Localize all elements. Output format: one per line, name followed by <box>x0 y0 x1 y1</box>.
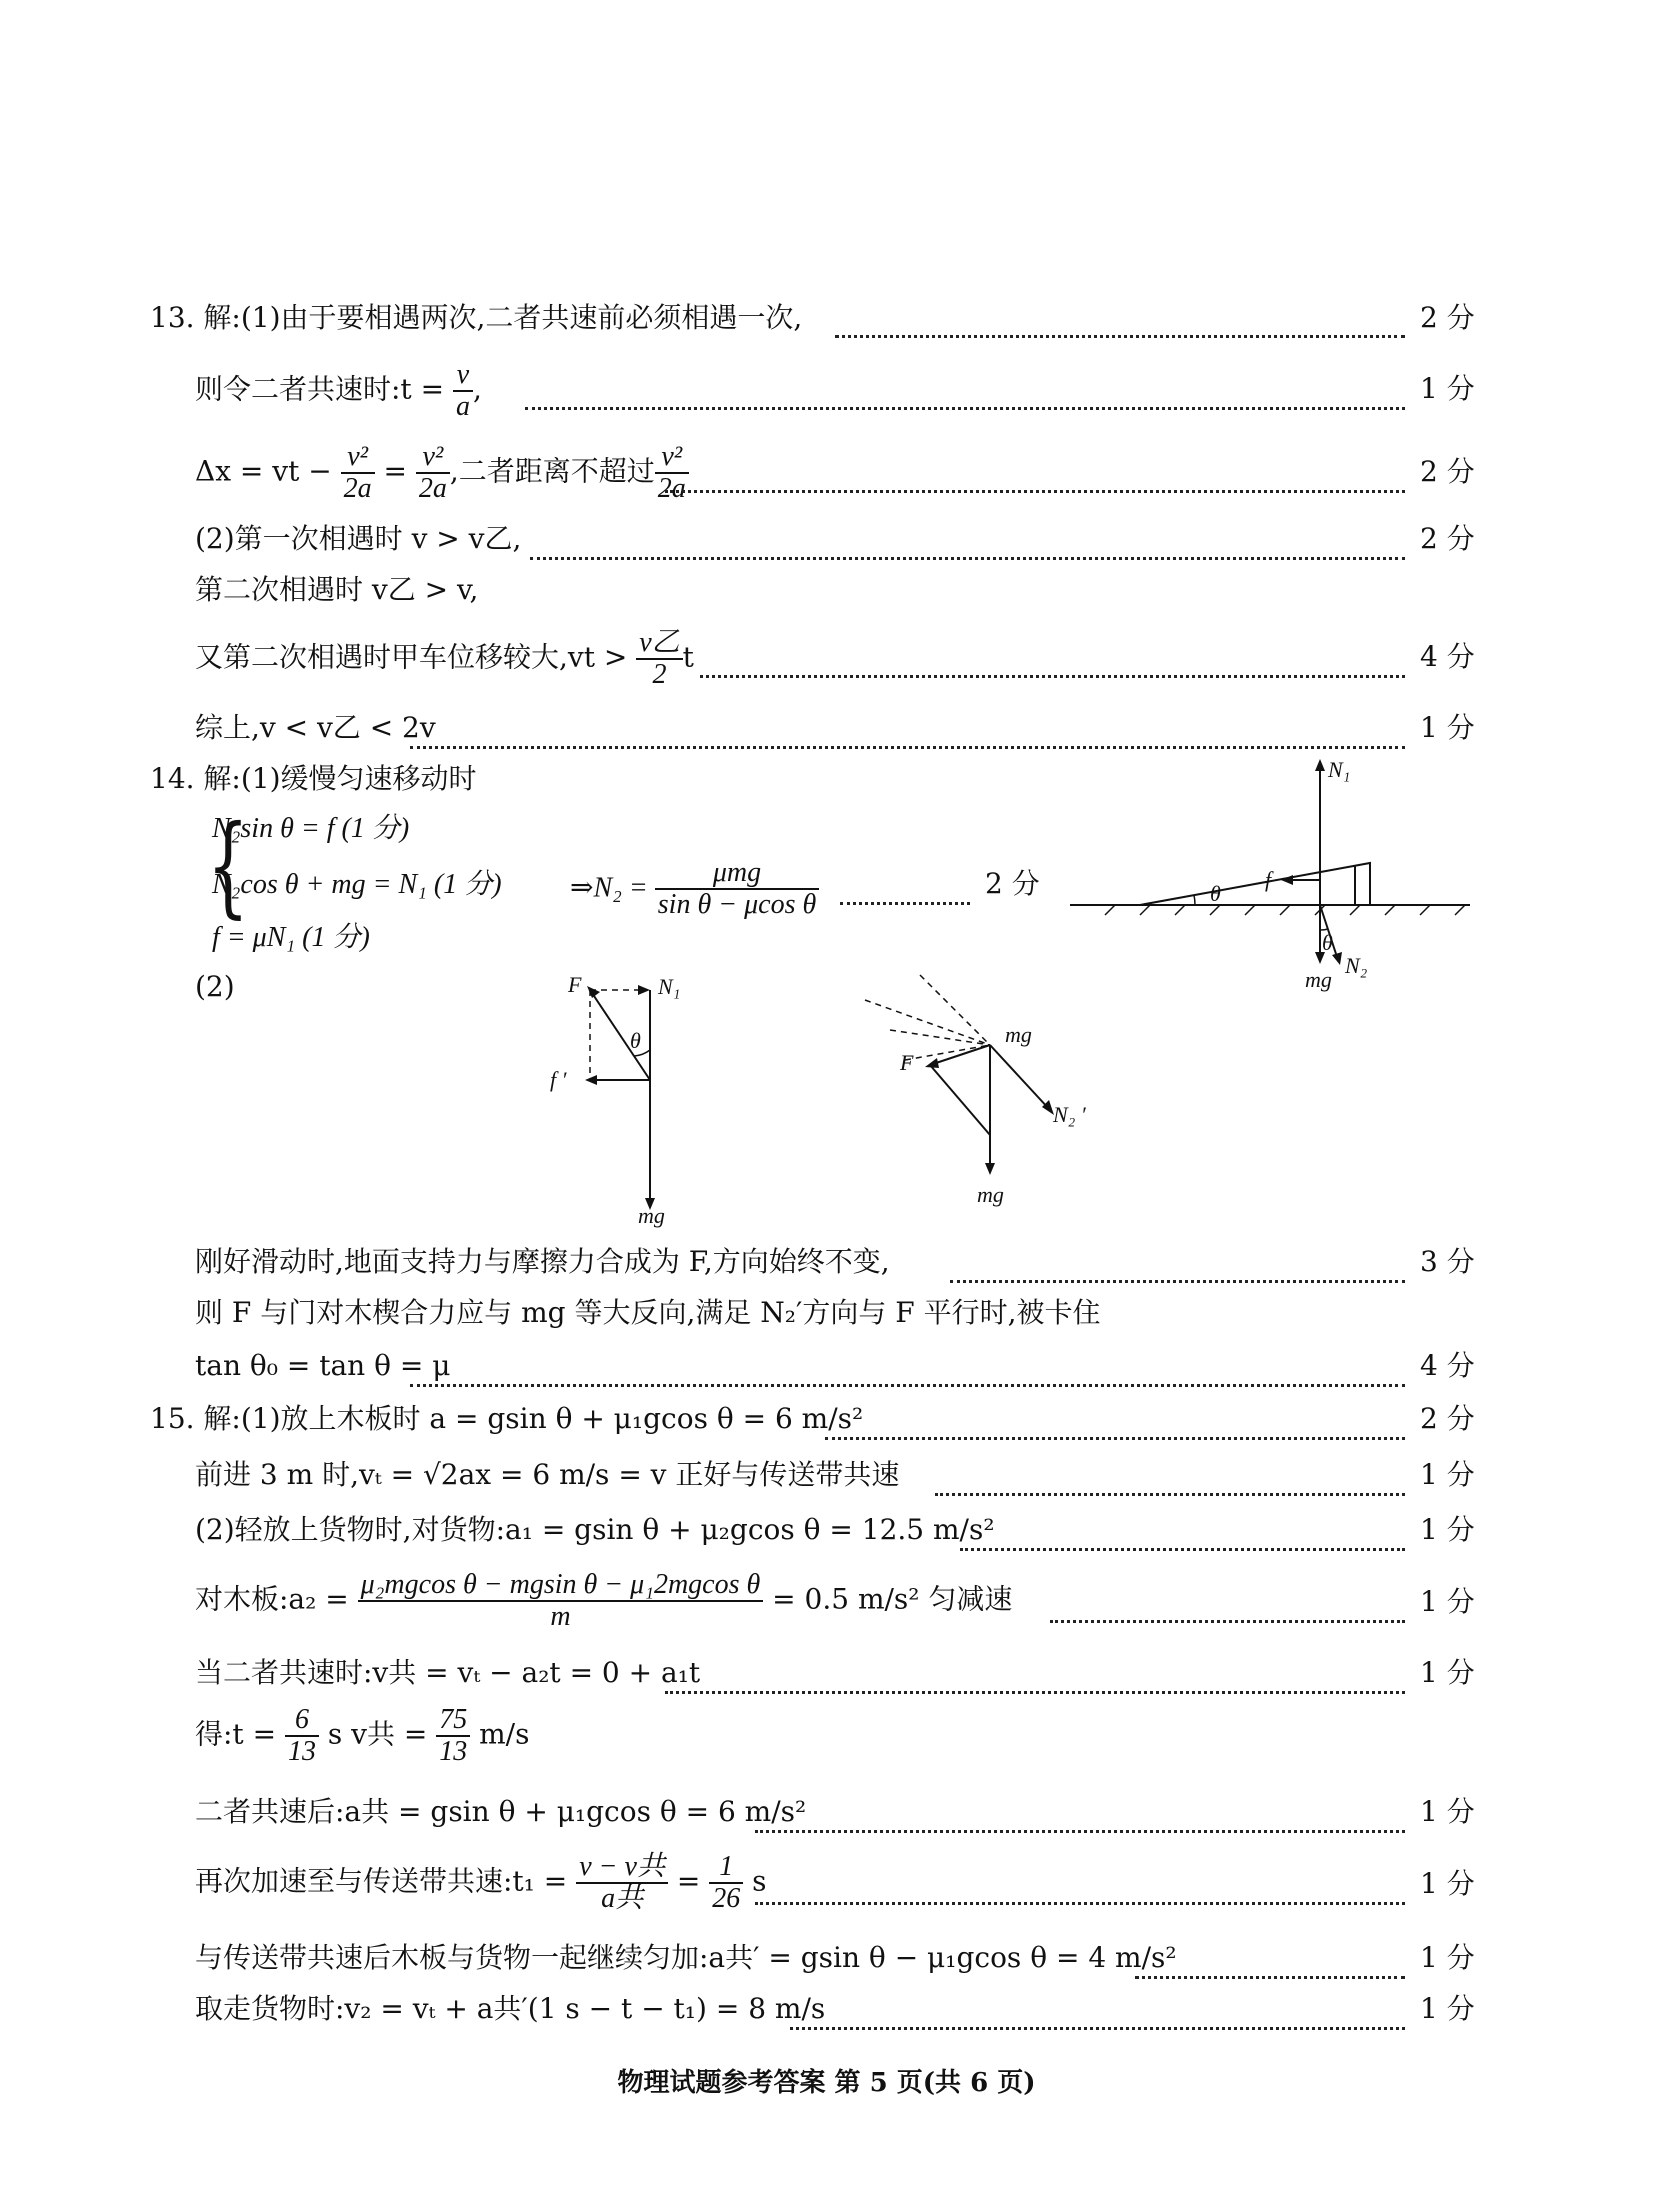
leader-dots <box>755 1796 1405 1833</box>
label-theta: θ <box>630 1028 641 1053</box>
q15-line-3: (2)轻放上货物时,对货物:a₁ = gsin θ + μ₂gcos θ = 12.5 m/s² <box>195 1513 995 1546</box>
label-theta: θ <box>1210 881 1221 906</box>
leader-dots <box>530 523 1405 560</box>
score: 1 分 <box>1420 711 1475 744</box>
label-mg: mg <box>977 1182 1004 1207</box>
wedge-force-diagram <box>1060 755 1480 995</box>
label-F: F <box>568 972 582 997</box>
score: 2 分 <box>1420 301 1475 334</box>
label-mg-top: mg <box>1005 1022 1032 1047</box>
leader-dots <box>410 712 1405 749</box>
leader-dots <box>665 1657 1405 1694</box>
q15-line-1: 15. 解:(1)放上木板时 a = gsin θ + μ₁gcos θ = 6 m/s² <box>150 1402 864 1435</box>
score: 2 分 <box>1420 522 1475 555</box>
q13-line-5: 第二次相遇时 v乙 > v, <box>195 573 479 606</box>
q14-eq-1: N₂sin θ = f (1 分) <box>212 813 410 844</box>
q13-line-2: 则令二者共速时:t = $\frac{v}{a}$ , <box>195 359 482 422</box>
score: 1 分 <box>1420 1585 1475 1618</box>
label-f-prime: f ′ <box>550 1067 567 1092</box>
q15-line-10: 取走货物时:v₂ = vₜ + a共′(1 s − t − t₁) = 8 m/s <box>195 1992 826 2025</box>
q14-line-3: 刚好滑动时,地面支持力与摩擦力合成为 F,方向始终不变, <box>195 1245 890 1278</box>
fraction: $\frac{v}{a}$ <box>453 360 473 422</box>
score: 2 分 <box>985 867 1040 900</box>
q15-line-5: 当二者共速时:v共 = vₜ − a₂t = 0 + a₁t <box>195 1656 701 1689</box>
score: 1 分 <box>1420 1513 1475 1546</box>
q14-result: ⇒N₂ = $\frac{\text{μmg}}{\text{sin θ − μcos θ}}$ <box>570 858 819 920</box>
q14-line-2: (2) <box>195 970 235 1003</box>
q15-line-6: 得:t = $\frac{6}{13}$ s v共 = $\frac{75}{13}$ m/s <box>195 1704 530 1767</box>
score: 1 分 <box>1420 1458 1475 1491</box>
force-composition-diagram-2 <box>855 970 1115 1230</box>
q14-line-4: 则 F 与门对木楔合力应与 mg 等大反向,满足 N₂′方向与 F 平行时,被卡住 <box>195 1296 1101 1329</box>
leader-dots <box>840 868 970 905</box>
q15-line-8: 再次加速至与传送带共速:t₁ = $\frac{\text{v − v共}}{\text{a共}}$ = $\frac{1}{26}$ s <box>195 1851 767 1914</box>
label-f: f <box>1265 867 1272 892</box>
label-N2-prime: N₂ ′ <box>1053 1102 1086 1127</box>
q13-line-3: Δx = vt − $\frac{\text{v²}}{2a}$ = $\frac{\text{v²}}{2a}$ ,二者距离不超过 $\frac{\text{v²}}{2a}$ <box>195 442 689 504</box>
score: 4 分 <box>1420 1349 1475 1382</box>
q15-line-7: 二者共速后:a共 = gsin θ + μ₁gcos θ = 6 m/s² <box>195 1795 807 1828</box>
leader-dots <box>790 1993 1405 2030</box>
label-N2: N₂ <box>1345 953 1368 978</box>
leader-dots <box>1050 1586 1405 1623</box>
leader-dots <box>825 1403 1405 1440</box>
label-theta-2: θ <box>1322 930 1333 955</box>
q15-line-2: 前进 3 m 时,vₜ = √2ax = 6 m/s = v 正好与传送带共速 <box>195 1458 900 1491</box>
score: 1 分 <box>1420 1656 1475 1689</box>
leader-dots <box>665 456 1405 493</box>
score: 1 分 <box>1420 1867 1475 1900</box>
score: 1 分 <box>1420 1795 1475 1828</box>
leader-dots <box>755 1868 1405 1905</box>
score: 2 分 <box>1420 1402 1475 1435</box>
score: 1 分 <box>1420 1941 1475 1974</box>
leader-dots <box>525 373 1405 410</box>
label-N1: N₁ <box>658 974 681 999</box>
q14-line-5: tan θ₀ = tan θ = μ <box>195 1349 451 1382</box>
q13-line-4: (2)第一次相遇时 v > v乙, <box>195 522 522 555</box>
score: 2 分 <box>1420 455 1475 488</box>
label-N1: N₁ <box>1328 757 1351 782</box>
page-footer: 物理试题参考答案 第 5 页(共 6 页) <box>617 2068 1036 2098</box>
equation-system-brace: { <box>207 801 249 929</box>
q14-eq-2: N₂cos θ + mg = N₁ (1 分) <box>212 869 502 900</box>
score: 3 分 <box>1420 1245 1475 1278</box>
leader-dots <box>835 301 1405 338</box>
q13-line-1: 13. 解:(1)由于要相遇两次,二者共速前必须相遇一次, <box>150 301 803 334</box>
q13-line-7: 综上,v < v乙 < 2v <box>195 711 436 744</box>
force-composition-diagram-1 <box>540 970 740 1230</box>
q14-line-1: 14. 解:(1)缓慢匀速移动时 <box>150 762 477 795</box>
leader-dots <box>410 1350 1405 1387</box>
label-mg: mg <box>1305 967 1332 992</box>
score: 1 分 <box>1420 372 1475 405</box>
leader-dots <box>935 1459 1405 1496</box>
label-mg: mg <box>638 1203 665 1228</box>
leader-dots <box>950 1246 1405 1283</box>
score: 1 分 <box>1420 1992 1475 2025</box>
label-F: F <box>900 1050 914 1075</box>
q14-eq-3: f = μN₁ (1 分) <box>212 922 370 953</box>
q13-line-6: 又第二次相遇时甲车位移较大,vt > $\frac{\text{v乙}}{2}$ t <box>195 627 694 690</box>
score: 4 分 <box>1420 640 1475 673</box>
leader-dots <box>960 1514 1405 1551</box>
q15-line-9: 与传送带共速后木板与货物一起继续匀加:a共′ = gsin θ − μ₁gcos θ = 4 m/s² <box>195 1941 1177 1974</box>
q15-line-4: 对木板:a₂ = $\frac{\text{μ₂mgcos θ − mgsin θ − μ₁2mgcos θ}}{m}$ = 0.5 m/s² 匀减速 <box>195 1569 1013 1632</box>
leader-dots <box>700 641 1405 678</box>
leader-dots <box>1135 1942 1405 1979</box>
